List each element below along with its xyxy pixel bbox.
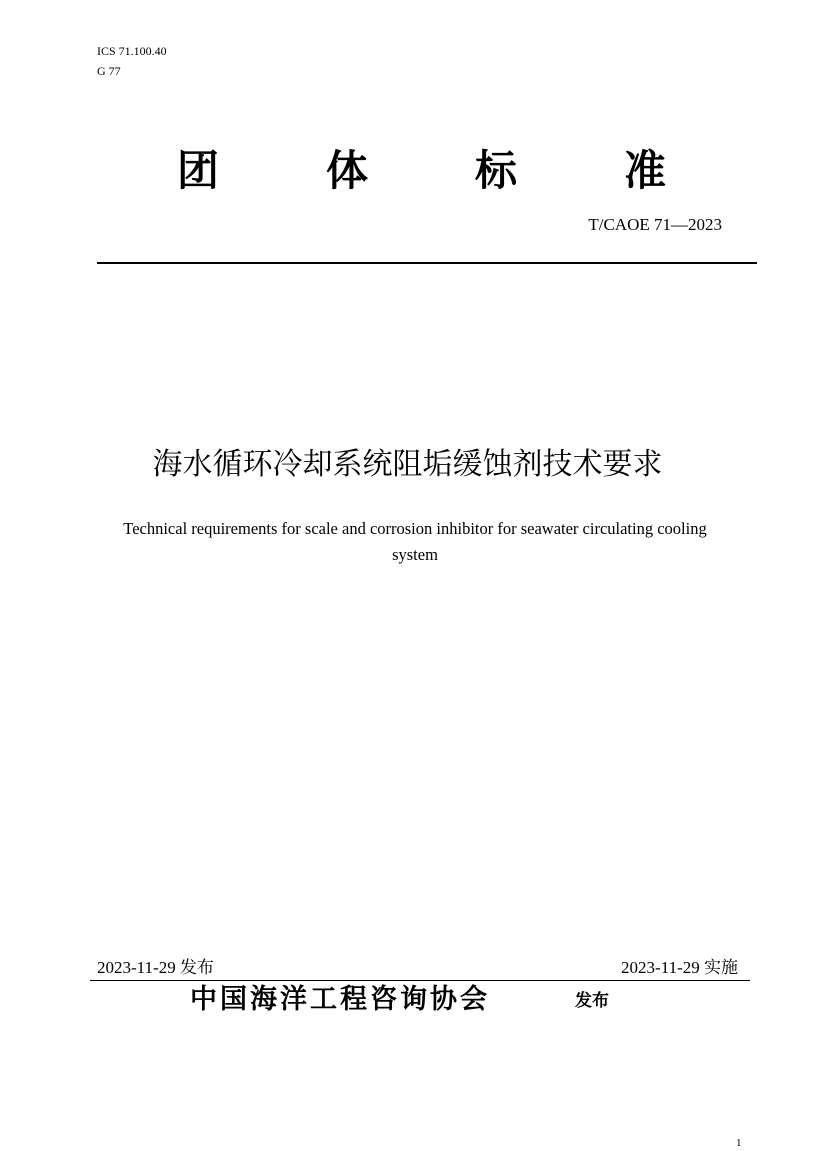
standard-number: T/CAOE 71—2023	[588, 215, 722, 234]
standard-type-char: 体	[326, 146, 369, 195]
date-row	[97, 956, 738, 980]
issuer-suffix: 发布	[575, 991, 609, 1011]
publish-date: 2023-11-29 发布	[97, 958, 214, 977]
implement-date: 2023-11-29 实施	[621, 958, 738, 977]
standard-type-char: 标	[475, 146, 518, 195]
ccs-code: G 77	[97, 64, 121, 78]
issuer-name: 中国海洋工程咨询协会	[190, 984, 490, 1015]
page-number: 1	[736, 1137, 742, 1149]
standard-type-char: 团	[177, 146, 220, 195]
standard-type-char: 准	[624, 146, 667, 195]
standard-type-heading	[0, 143, 815, 203]
bottom-divider	[90, 980, 750, 981]
ics-code: ICS 71.100.40	[97, 44, 167, 58]
top-divider	[97, 262, 757, 264]
chinese-title: 海水循环冷却系统阻垢缓蚀剂技术要求	[152, 447, 663, 482]
english-title: Technical requirements for scale and corrosion inhibitor for seawater circulating cooling system	[123, 519, 707, 564]
